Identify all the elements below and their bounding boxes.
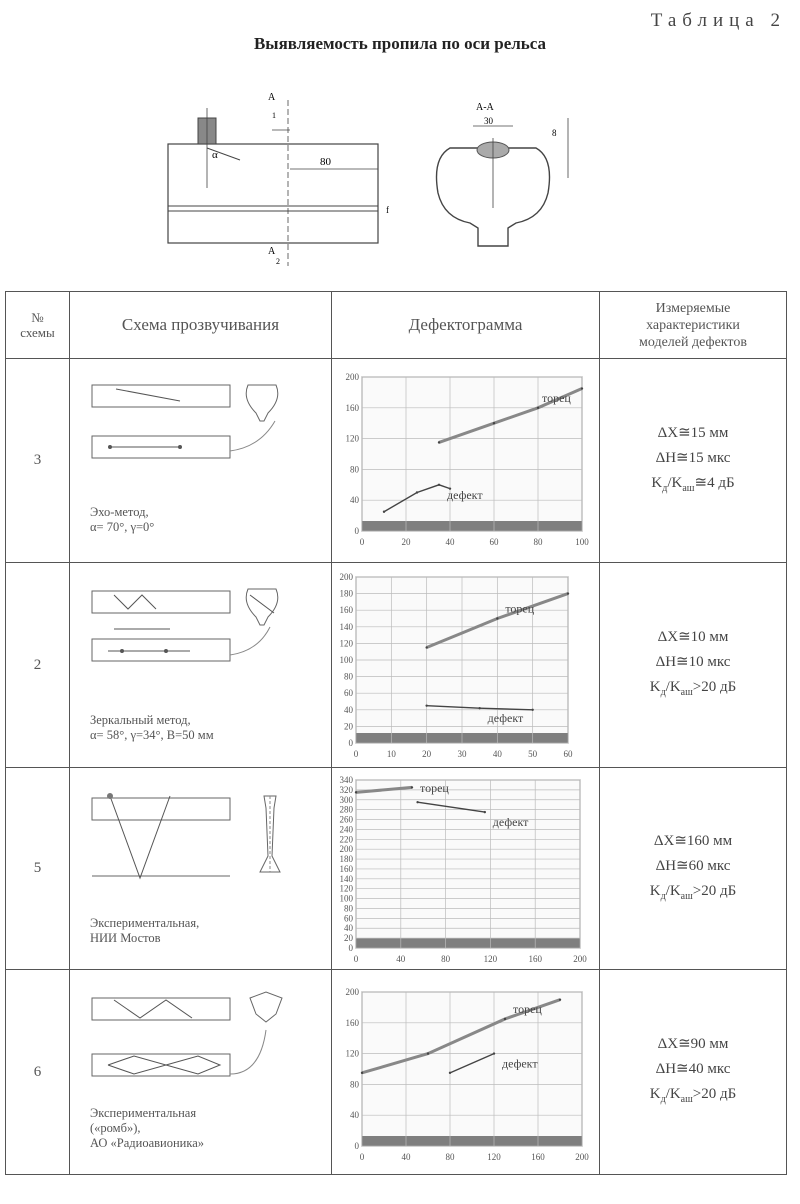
- noise-band: [362, 1136, 582, 1146]
- defectogram-chart: [332, 970, 600, 1175]
- measured-characteristics: ΔX≅160 мм ΔH≅60 мкс $K_д/K_{аш}>20$ дБ: [600, 768, 787, 970]
- x-tick-label: 120: [483, 954, 498, 964]
- column-header-scheme: Схема прозвучивания: [70, 292, 332, 359]
- data-point: [425, 646, 427, 648]
- annotation-torec: торец: [420, 781, 449, 795]
- scheme-number: 5: [6, 768, 70, 970]
- y-tick-label: 200: [345, 987, 359, 997]
- data-point: [484, 811, 486, 813]
- detectability-table: [5, 291, 787, 1175]
- svg-text:А: А: [268, 246, 276, 257]
- column-header-defectogram: Дефектограмма: [332, 292, 600, 359]
- scheme-illustration: [70, 563, 332, 768]
- data-point: [355, 791, 357, 793]
- x-tick-label: 100: [575, 537, 589, 547]
- x-tick-label: 40: [396, 954, 406, 964]
- y-tick-label: 40: [344, 923, 353, 934]
- column-header-number: № схемы: [6, 292, 70, 359]
- x-tick-label: 80: [445, 1152, 455, 1162]
- annotation-defect: дефект: [502, 1056, 538, 1071]
- y-tick-label: 60: [344, 688, 353, 699]
- x-tick-label: 60: [563, 749, 573, 759]
- y-tick-label: 160: [339, 863, 353, 874]
- scheme-caption: Зеркальный метод, α= 58°, γ=34°, B=50 мм: [90, 713, 214, 742]
- data-point: [449, 1072, 451, 1074]
- y-tick-label: 100: [339, 655, 353, 665]
- y-tick-label: 320: [339, 784, 353, 795]
- x-tick-label: 160: [531, 1152, 545, 1162]
- noise-band: [356, 938, 580, 948]
- x-tick-label: 0: [353, 749, 359, 759]
- x-tick-label: 80: [533, 537, 543, 547]
- annotation-defect: дефект: [487, 711, 524, 726]
- y-tick-label: 80: [344, 903, 353, 914]
- rail-section-diagram: [160, 88, 620, 273]
- x-tick-label: 20: [401, 537, 411, 547]
- data-point: [567, 592, 569, 594]
- table-number-label: Таблица 2: [650, 10, 786, 31]
- x-tick-label: 50: [528, 749, 538, 759]
- y-tick-label: 120: [345, 1048, 359, 1059]
- y-tick-label: 160: [339, 605, 353, 616]
- svg-text:1: 1: [272, 111, 276, 120]
- svg-text:А: А: [268, 92, 276, 103]
- y-tick-label: 340: [339, 775, 353, 785]
- scheme-caption: Экспериментальная («ромб»), АО «Радиоавионика»: [90, 1106, 205, 1150]
- x-tick-label: 30: [457, 749, 467, 759]
- scheme-caption: Эхо-метод, α= 70°, γ=0°: [90, 505, 155, 534]
- measured-characteristics: ΔX≅15 мм ΔH≅15 мкс $K_д/K_{аш}≅4$ дБ: [600, 359, 787, 563]
- svg-text:α: α: [212, 149, 218, 161]
- data-point: [493, 422, 495, 424]
- y-tick-label: 140: [339, 621, 353, 632]
- data-point: [416, 491, 418, 493]
- y-tick-label: 0: [348, 943, 353, 953]
- y-tick-label: 120: [345, 433, 359, 444]
- x-tick-label: 120: [487, 1152, 501, 1162]
- y-tick-label: 40: [344, 704, 353, 715]
- y-tick-label: 300: [339, 794, 353, 805]
- x-tick-label: 10: [386, 749, 396, 759]
- data-point: [537, 407, 539, 409]
- y-tick-label: 20: [344, 721, 353, 732]
- scheme-illustration: [70, 768, 332, 970]
- y-tick-label: 240: [339, 824, 353, 835]
- y-tick-label: 160: [345, 1017, 359, 1028]
- defectogram-chart: [332, 359, 600, 563]
- data-point: [496, 617, 498, 619]
- svg-text:f: f: [386, 205, 389, 215]
- x-tick-label: 40: [445, 537, 455, 547]
- data-point: [581, 387, 583, 389]
- y-tick-label: 120: [339, 638, 353, 649]
- annotation-torec: торец: [542, 390, 571, 405]
- y-tick-label: 20: [344, 933, 353, 944]
- y-tick-label: 220: [339, 834, 353, 845]
- data-point: [493, 1052, 495, 1054]
- y-tick-label: 200: [339, 844, 353, 855]
- data-point: [416, 801, 418, 803]
- x-tick-label: 80: [441, 954, 451, 964]
- column-header-measured: Измеряемые характеристики моделей дефектов: [600, 292, 787, 359]
- y-tick-label: 180: [339, 854, 353, 865]
- data-point: [427, 1052, 429, 1054]
- data-point: [383, 511, 385, 513]
- svg-text:30: 30: [484, 116, 493, 126]
- y-tick-label: 40: [350, 495, 359, 506]
- x-tick-label: 40: [401, 1152, 411, 1162]
- y-tick-label: 100: [339, 893, 353, 904]
- svg-text:8: 8: [552, 128, 557, 138]
- data-point: [531, 709, 533, 711]
- y-tick-label: 180: [339, 588, 353, 599]
- plot-frame: [362, 992, 582, 1146]
- x-tick-label: 20: [422, 749, 432, 759]
- y-tick-label: 60: [344, 913, 353, 924]
- table-row: [6, 768, 787, 970]
- plot-frame: [356, 780, 580, 948]
- annotation-defect: дефект: [447, 487, 483, 502]
- svg-text:А-А: А-А: [476, 102, 494, 113]
- annotation-defect: дефект: [492, 815, 529, 830]
- y-tick-label: 140: [339, 873, 353, 884]
- y-tick-label: 0: [354, 526, 359, 536]
- y-tick-label: 200: [345, 372, 359, 382]
- annotation-torec: торец: [505, 601, 535, 616]
- table-row: [6, 970, 787, 1175]
- data-point: [411, 786, 413, 788]
- data-point: [438, 441, 440, 443]
- y-tick-label: 160: [345, 402, 359, 413]
- document-title: Выявляемость пропила по оси рельса: [253, 34, 547, 53]
- x-tick-label: 200: [573, 954, 587, 964]
- y-tick-label: 120: [339, 883, 353, 894]
- rail-side-view: [168, 144, 378, 243]
- x-tick-label: 0: [353, 954, 359, 964]
- y-tick-label: 80: [350, 464, 359, 475]
- data-point: [559, 999, 561, 1001]
- y-tick-label: 0: [354, 1141, 359, 1151]
- y-tick-label: 260: [339, 814, 353, 825]
- svg-text:80: 80: [320, 156, 331, 168]
- data-point: [504, 1018, 506, 1020]
- scheme-illustration: [70, 359, 332, 563]
- measured-characteristics: ΔX≅10 мм ΔH≅10 мкс $K_д/K_{аш}>20$ дБ: [600, 563, 787, 768]
- y-tick-label: 0: [348, 738, 353, 748]
- y-tick-label: 80: [350, 1079, 359, 1090]
- scheme-illustration: [70, 970, 332, 1175]
- scheme-number: 2: [6, 563, 70, 768]
- table-header-row: [6, 292, 787, 359]
- x-tick-label: 200: [575, 1152, 589, 1162]
- defectogram-chart: [332, 563, 600, 768]
- data-point: [361, 1072, 363, 1074]
- x-tick-label: 40: [492, 749, 502, 759]
- noise-band: [362, 521, 582, 531]
- x-tick-label: 0: [359, 1152, 365, 1162]
- x-tick-label: 60: [489, 537, 499, 547]
- y-tick-label: 80: [344, 671, 353, 682]
- svg-text:2: 2: [276, 257, 280, 266]
- measured-characteristics: ΔX≅90 мм ΔH≅40 мкс $K_д/K_{аш}>20$ дБ: [600, 970, 787, 1175]
- x-tick-label: 0: [359, 537, 365, 547]
- table-row: [6, 563, 787, 768]
- data-point: [478, 707, 480, 709]
- y-tick-label: 40: [350, 1110, 359, 1121]
- y-tick-label: 280: [339, 804, 353, 815]
- defectogram-chart: [332, 768, 600, 970]
- data-point: [438, 484, 440, 486]
- scheme-number: 6: [6, 970, 70, 1175]
- annotation-torec: торец: [513, 1001, 542, 1016]
- scheme-caption: Экспериментальная, НИИ Мостов: [90, 916, 200, 945]
- data-point: [425, 704, 427, 706]
- y-tick-label: 200: [339, 572, 353, 582]
- scheme-number: 3: [6, 359, 70, 563]
- table-row: [6, 359, 787, 563]
- x-tick-label: 160: [528, 954, 542, 964]
